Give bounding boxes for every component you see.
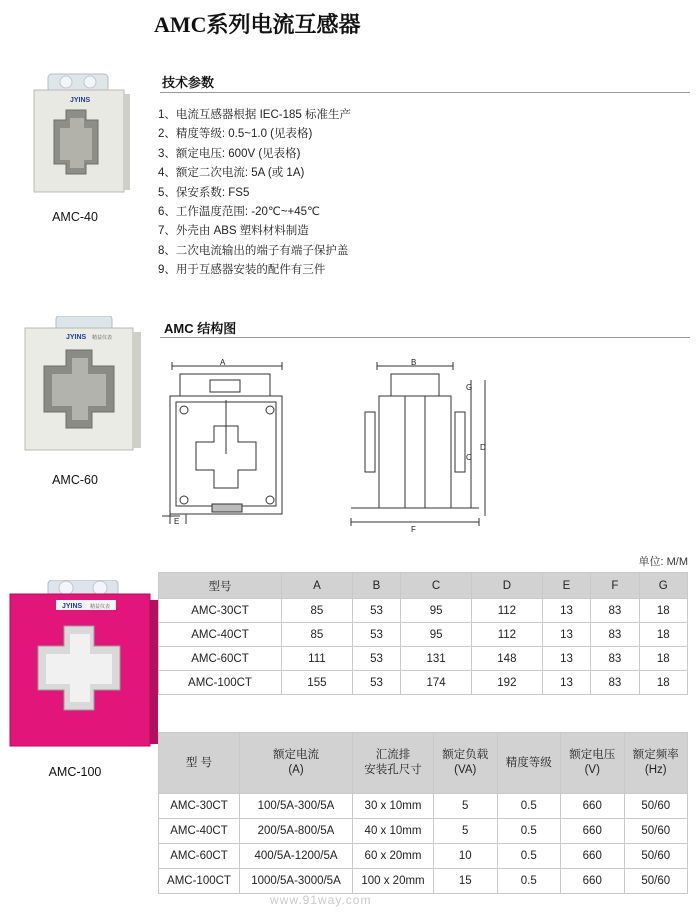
specification-table [158, 732, 688, 894]
product-label: AMC-60 [52, 473, 98, 487]
table-cell: 83 [591, 671, 639, 695]
table-header: G [639, 573, 687, 599]
drawing-svg [160, 356, 295, 528]
table-row [159, 819, 688, 844]
table-cell: AMC-40CT [159, 819, 240, 844]
table-header: 汇流排 安装孔尺寸 [353, 733, 434, 794]
svg-text:JYINS: JYINS [62, 603, 83, 610]
table-header: D [471, 573, 542, 599]
table-cell: 85 [282, 599, 353, 623]
table-cell: 5 [434, 794, 498, 819]
table-header: B [352, 573, 400, 599]
table-cell: 100/5A-300/5A [240, 794, 353, 819]
svg-text:D: D [480, 443, 486, 452]
table-cell: 50/60 [624, 819, 688, 844]
table-cell: 13 [542, 599, 590, 623]
table-row [159, 869, 688, 894]
section-divider [160, 92, 690, 93]
table-cell: 660 [561, 794, 625, 819]
table-row [159, 794, 688, 819]
table-cell: 10 [434, 844, 498, 869]
drawing-svg [345, 356, 495, 534]
table-cell: 53 [352, 647, 400, 671]
ct-photo [30, 72, 132, 194]
table-cell: AMC-100CT [159, 671, 282, 695]
table-cell: 53 [352, 599, 400, 623]
ct-photo [8, 580, 160, 748]
table-cell: 18 [639, 647, 687, 671]
table-row [159, 623, 688, 647]
table-cell: 192 [471, 671, 542, 695]
table-cell: 660 [561, 869, 625, 894]
table-cell: AMC-30CT [159, 599, 282, 623]
table-cell: 112 [471, 599, 542, 623]
table-header: 型号 [159, 573, 282, 599]
table-cell: 112 [471, 623, 542, 647]
svg-text:JYINS: JYINS [66, 334, 87, 341]
spec-item: 5、保安系数: FS5 [158, 186, 250, 199]
product-image-amc-60 [22, 316, 144, 452]
table-row [159, 647, 688, 671]
table-cell: 15 [434, 869, 498, 894]
ct-photo [22, 316, 144, 452]
table-cell: 95 [401, 599, 472, 623]
table-cell: AMC-100CT [159, 869, 240, 894]
product-image-amc-100 [8, 580, 160, 748]
table-header: E [542, 573, 590, 599]
table-header: 额定负载 (VA) [434, 733, 498, 794]
table-cell: 83 [591, 647, 639, 671]
table-cell: 111 [282, 647, 353, 671]
table-cell: 200/5A-800/5A [240, 819, 353, 844]
table-cell: 13 [542, 647, 590, 671]
table-header: 型 号 [159, 733, 240, 794]
section-divider [160, 337, 690, 338]
table-cell: 50/60 [624, 844, 688, 869]
svg-text:B: B [411, 358, 417, 367]
table-cell: 83 [591, 599, 639, 623]
table-cell: 95 [401, 623, 472, 647]
table-cell: 18 [639, 623, 687, 647]
spec-item: 8、二次电流输出的端子有端子保护盖 [158, 244, 349, 257]
table-cell: AMC-40CT [159, 623, 282, 647]
table-cell: AMC-30CT [159, 794, 240, 819]
table-cell: 60 x 20mm [353, 844, 434, 869]
table-cell: 148 [471, 647, 542, 671]
page-title: AMC系列电流互感器 [154, 12, 361, 37]
spec-item: 7、外壳由 ABS 塑料材料制造 [158, 225, 309, 238]
spec-item: 2、精度等级: 0.5~1.0 (见表格) [158, 128, 313, 141]
table-cell: 53 [352, 671, 400, 695]
svg-text:精益仪表: 精益仪表 [90, 604, 111, 610]
table-cell: 18 [639, 599, 687, 623]
table-cell: 660 [561, 819, 625, 844]
product-image-amc-40 [30, 72, 132, 194]
table-row [159, 671, 688, 695]
table-header: 额定电流 (A) [240, 733, 353, 794]
tech-section-heading: 技术参数 [162, 75, 215, 90]
svg-text:JYINS: JYINS [70, 97, 91, 104]
table-cell: 131 [401, 647, 472, 671]
table-cell: 0.5 [497, 794, 561, 819]
table-cell: AMC-60CT [159, 647, 282, 671]
spec-item: 4、额定二次电流: 5A (或 1A) [158, 167, 305, 180]
svg-text:F: F [411, 525, 416, 534]
table-cell: 85 [282, 623, 353, 647]
svg-text:E: E [174, 517, 180, 526]
table-cell: 50/60 [624, 794, 688, 819]
table-cell: 50/60 [624, 869, 688, 894]
table-cell: 13 [542, 671, 590, 695]
spec-item: 1、电流互感器根据 IEC-185 标准生产 [158, 109, 351, 121]
unit-note: 单位: M/M [638, 556, 688, 568]
svg-text:精益仪表: 精益仪表 [92, 335, 113, 341]
spec-item: 3、额定电压: 600V (见表格) [158, 147, 301, 160]
table-row [159, 844, 688, 869]
table-row [159, 599, 688, 623]
table-header: F [591, 573, 639, 599]
svg-text:G: G [466, 383, 473, 392]
table-header: 额定电压 (V) [561, 733, 625, 794]
front-view-drawing [160, 356, 295, 528]
table-cell: 400/5A-1200/5A [240, 844, 353, 869]
spec-item: 9、用于互感器安装的配件有三件 [158, 264, 326, 277]
table-cell: 0.5 [497, 869, 561, 894]
table-header: 额定频率 (Hz) [624, 733, 688, 794]
table-cell: AMC-60CT [159, 844, 240, 869]
table-cell: 1000/5A-3000/5A [240, 869, 353, 894]
product-label: AMC-40 [52, 210, 98, 224]
watermark: www.91way.com [270, 893, 372, 907]
table-header-row [159, 573, 688, 599]
table-header-row [159, 733, 688, 794]
spec-item: 6、工作温度范围: -20℃~+45℃ [158, 206, 320, 219]
table-cell: 174 [401, 671, 472, 695]
svg-text:C: C [466, 453, 472, 462]
svg-text:A: A [220, 358, 226, 367]
table-header: C [401, 573, 472, 599]
dimension-table [158, 572, 688, 695]
table-cell: 18 [639, 671, 687, 695]
table-cell: 0.5 [497, 819, 561, 844]
table-cell: 5 [434, 819, 498, 844]
table-header: 精度等级 [497, 733, 561, 794]
table-cell: 660 [561, 844, 625, 869]
struct-section-heading: AMC 结构图 [164, 321, 237, 336]
tech-spec-list [158, 106, 351, 281]
table-header: A [282, 573, 353, 599]
table-cell: 83 [591, 623, 639, 647]
table-cell: 155 [282, 671, 353, 695]
table-cell: 13 [542, 623, 590, 647]
table-cell: 100 x 20mm [353, 869, 434, 894]
table-cell: 53 [352, 623, 400, 647]
table-cell: 40 x 10mm [353, 819, 434, 844]
table-cell: 0.5 [497, 844, 561, 869]
side-view-drawing [345, 356, 495, 534]
table-cell: 30 x 10mm [353, 794, 434, 819]
product-label: AMC-100 [48, 765, 102, 779]
